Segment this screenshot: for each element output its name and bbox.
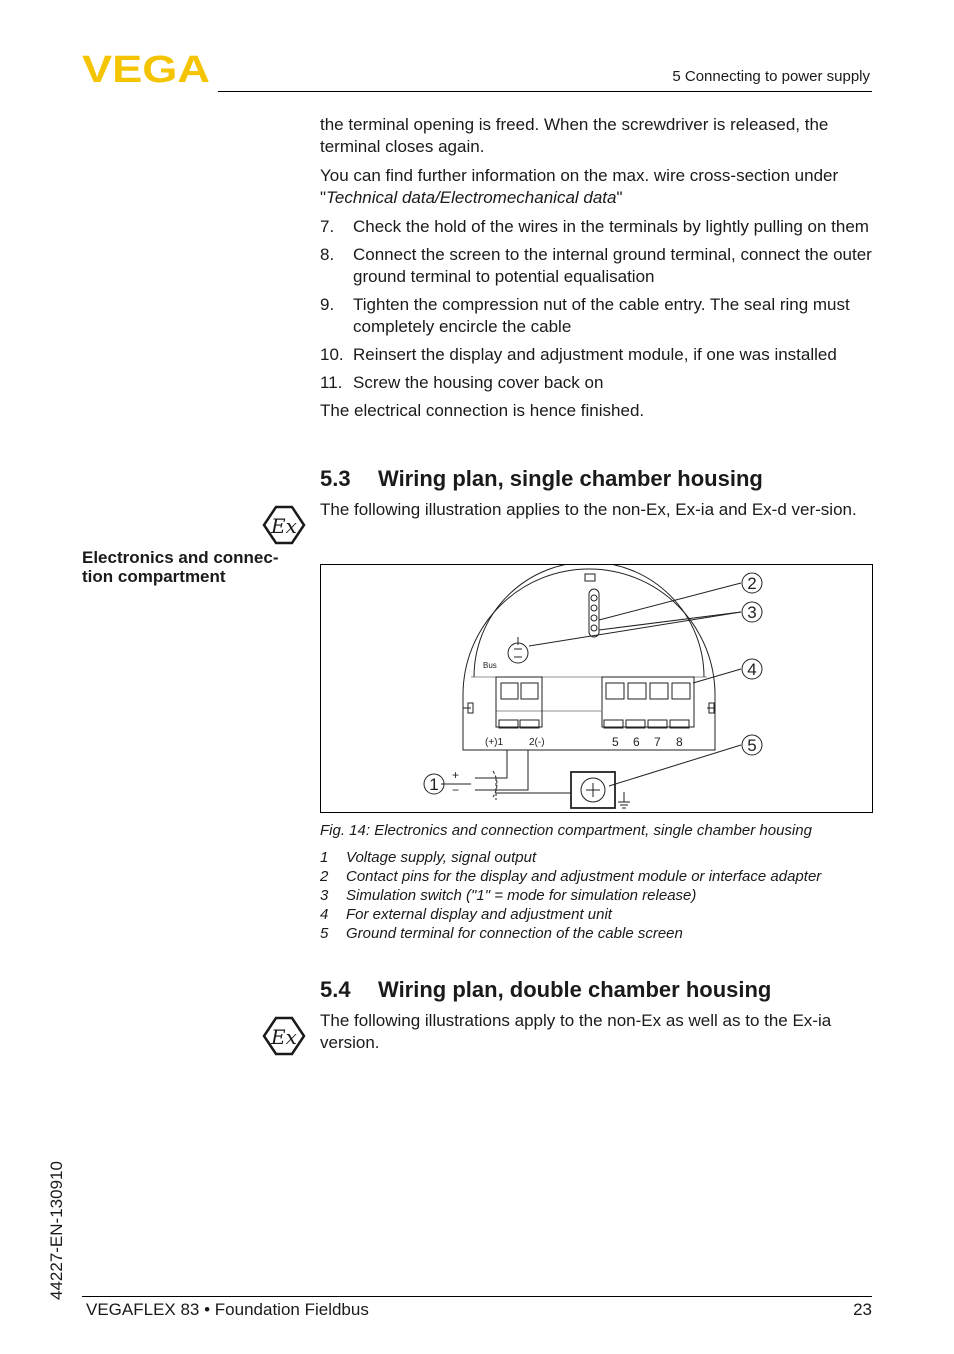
document-number-vertical [47, 1140, 67, 1300]
terminal-label-1: (+)1 [485, 737, 504, 748]
svg-text:Ex: Ex [271, 1025, 297, 1049]
section-5-4-intro: The following illustrations apply to the non-Ex as well as to the Ex-ia version. [320, 1011, 832, 1052]
callout-3: 3 [747, 603, 757, 622]
list-item [320, 344, 880, 366]
housing-notch [585, 574, 595, 581]
side-label-electronics-compartment: Electronics and connec-tion compartment [82, 548, 279, 586]
callout-5: 5 [747, 736, 757, 755]
legend-number: 4 [320, 906, 329, 923]
page-number: 23 [853, 1300, 872, 1319]
terminal-label-6: 6 [633, 735, 640, 749]
legend-item [320, 924, 880, 943]
paragraph-further-info [320, 165, 880, 209]
list-text: Tighten the compression nut of the cable entry. The seal ring must completely encircle the cable [353, 295, 850, 336]
header-divider [218, 91, 872, 92]
terminal-label-5: 5 [612, 735, 619, 749]
section-5-3-intro: The following illustration applies to the non-Ex, Ex-ia and Ex-d ver-sion. [320, 500, 857, 519]
section-number: 5.4 [320, 977, 351, 1002]
figure-caption: Fig. 14: Electronics and connection compartment, single chamber housing [320, 822, 812, 839]
legend-text: Voltage supply, signal output [346, 849, 537, 866]
list-item [320, 372, 880, 394]
legend-item [320, 886, 880, 905]
legend-item [320, 867, 880, 886]
simulation-switch [508, 643, 528, 663]
svg-text:Ex: Ex [271, 514, 297, 538]
section-5-4-heading [320, 976, 880, 1004]
technical-data-reference: Technical data/Electromechanical data [326, 188, 617, 207]
ex-icon [262, 1016, 306, 1056]
paragraph-further-info-post: " [616, 188, 623, 207]
document-number: 44227-EN-130910 [47, 1161, 66, 1300]
minus-sign: − [452, 783, 460, 797]
plus-sign: + [452, 768, 460, 782]
section-title: Wiring plan, single chamber housing [378, 466, 763, 491]
bus-label: Bus [483, 661, 497, 670]
paragraph-closing: The electrical connection is hence finished. [320, 401, 645, 420]
list-text: Reinsert the display and adjustment module, if one was installed [353, 345, 837, 364]
vega-logo [82, 52, 212, 84]
terminal-label-2: 2(-) [529, 737, 545, 748]
vega-logo-graphic [82, 52, 212, 84]
list-text: Connect the screen to the internal ground terminal, connect the outer ground terminal to potential equalisation [353, 245, 872, 286]
callout-2: 2 [747, 574, 757, 593]
section-5-3-heading [320, 465, 880, 493]
list-item [320, 244, 880, 288]
list-number: 9. [320, 295, 335, 314]
legend-item [320, 905, 880, 924]
paragraph-terminal: the terminal opening is freed. When the screwdriver is released, the terminal closes again. [320, 115, 829, 156]
footer-product: VEGAFLEX 83 • Foundation Fieldbus [86, 1300, 369, 1319]
figure-legend [320, 848, 880, 943]
list-number: 7. [320, 217, 335, 236]
legend-text: Contact pins for the display and adjustment module or interface adapter [346, 868, 822, 885]
callout-4: 4 [747, 660, 757, 679]
legend-item [320, 848, 880, 867]
terminal-label-7: 7 [654, 735, 661, 749]
list-number: 8. [320, 245, 335, 264]
contact-pins [589, 589, 599, 637]
list-item [320, 216, 880, 238]
list-text: Screw the housing cover back on [353, 373, 604, 392]
body-text-block [320, 114, 880, 429]
legend-text: For external display and adjustment unit [346, 906, 612, 923]
terminal-label-8: 8 [676, 735, 683, 749]
legend-number: 2 [320, 868, 329, 885]
paragraph-further-info-pre: You can find further information on the max. wire cross-section under " [320, 166, 839, 207]
footer-divider [82, 1296, 872, 1297]
legend-number: 1 [320, 849, 329, 866]
list-number: 11. [320, 373, 343, 392]
wiring-diagram-figure [320, 564, 873, 813]
header-section-title: 5 Connecting to power supply [672, 68, 870, 85]
list-text: Check the hold of the wires in the terminals by lightly pulling on them [353, 217, 869, 236]
ex-icon [262, 505, 306, 545]
legend-text: Ground terminal for connection of the cable screen [346, 925, 683, 942]
list-item [320, 294, 880, 338]
section-number: 5.3 [320, 466, 351, 491]
legend-text: Simulation switch ("1" = mode for simulation release) [346, 887, 697, 904]
list-number: 10. [320, 345, 344, 364]
svg-text:VEGA: VEGA [82, 52, 210, 84]
callout-1: 1 [429, 775, 439, 794]
wiring-diagram [321, 565, 872, 812]
legend-number: 3 [320, 887, 329, 904]
legend-number: 5 [320, 925, 329, 942]
section-title: Wiring plan, double chamber housing [378, 977, 772, 1002]
